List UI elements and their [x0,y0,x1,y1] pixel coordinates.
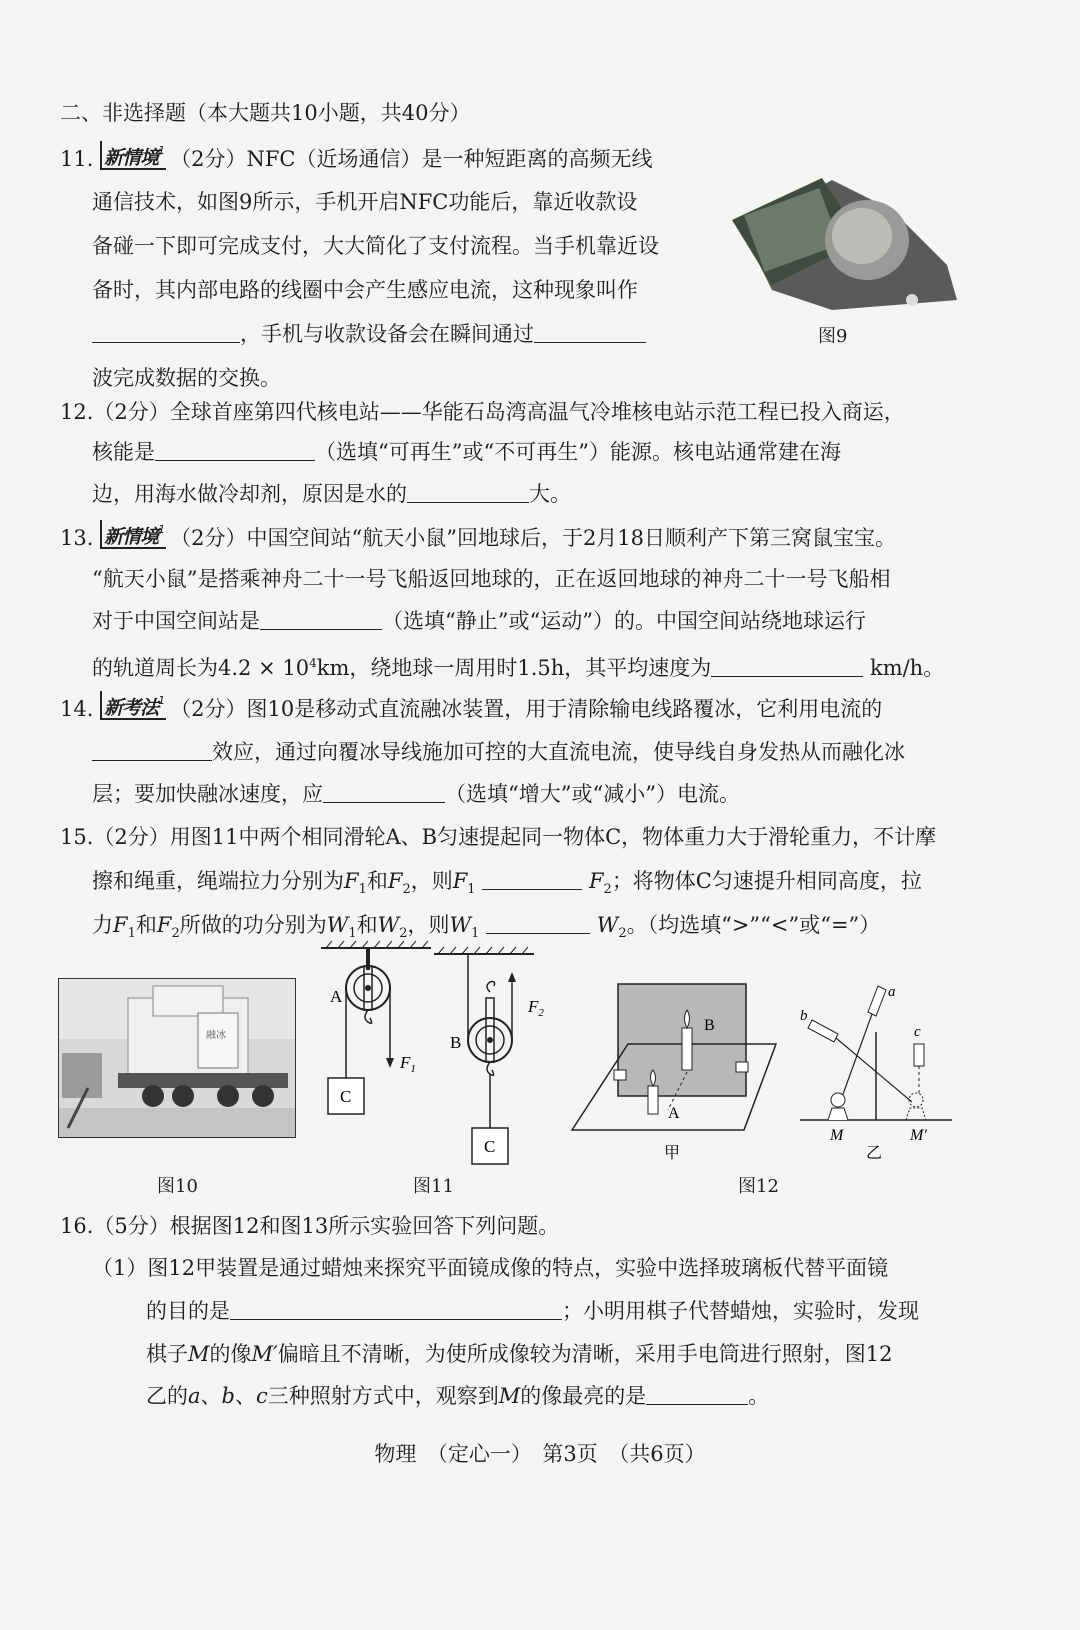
figure-12-yi-flashlight-diagram [796,982,956,1164]
question-16-line-2: （1）图12甲装置是通过蜡烛来探究平面镜成像的特点，实验中选择玻璃板代替平面镜 [92,1256,889,1280]
answer-blank[interactable] [230,1299,562,1320]
figure-10-caption: 图10 [157,1176,198,1197]
answer-blank[interactable] [92,322,240,343]
question-13-line-2: “航天小鼠”是搭乘神舟二十一号飞船返回地球的，正在返回地球的神舟二十一号飞船相 [92,567,891,591]
figure-9-nfc-photo [712,170,962,320]
figure-9-caption: 图9 [818,326,848,347]
answer-blank[interactable] [92,740,212,761]
question-15-line-2: 擦和绳重，绳端拉力分别为$F_1$和$F_2$，则$F_1$ $F_2$；将物体C匀速提升相同高度，拉 [92,869,922,897]
new-scenario-badge: 新情境$^1$ [100,520,166,549]
question-11-line-4: 备时，其内部电路的线圈中会产生感应电流，这种现象叫作 [92,278,638,302]
question-11-line-6: 波完成数据的交换。 [92,366,281,390]
flashlight-c-label: c [914,1024,921,1040]
question-14-line-3: 层；要加快融冰速度，应 （选填“增大”或“减小”）电流。 [92,782,740,806]
answer-blank[interactable] [646,1384,748,1405]
question-16-line-1: 16.（5分）根据图12和图13所示实验回答下列问题。 [60,1214,560,1238]
question-11-line-2: 通信技术，如图9所示，手机开启NFC功能后，靠近收款设 [92,190,638,214]
question-16-line-4: 棋子M的像M′偏暗且不清晰，为使所成像较为清晰，采用手电筒进行照射，图12 [146,1342,893,1366]
page-footer: 物理 （定心一） 第3页 （共6页） [374,1442,706,1466]
object-c-label: C [340,1087,352,1106]
pulley-a-label: A [330,987,343,1006]
answer-blank[interactable] [482,869,582,890]
answer-blank[interactable] [260,609,382,630]
question-14-line-2: 效应，通过向覆冰导线施加可控的大直流电流，使导线自身发热从而融化冰 [92,737,905,767]
question-12-line-2: 核能是 （选填“可再生”或“不可再生”）能源。核电站通常建在海 [92,440,841,464]
image-m-prime-label: M′ [910,1127,927,1144]
new-exam-badge: 新考法$^1$ [100,691,166,720]
question-11-line-1: 11. 新情境$^1$ （2分）NFC（近场通信）是一种短距离的高频无线 [60,143,652,173]
question-11-line-5: ，手机与收款设备会在瞬间通过 [92,319,646,349]
question-16-line-5: 乙的a、b、c三种照射方式中，观察到M的像最亮的是 。 [146,1384,770,1408]
question-15-line-1: 15.（2分）用图11中两个相同滑轮A、B匀速提起同一物体C，物体重力大于滑轮重力，不计摩 [60,825,937,849]
candle-a-label: A [668,1105,680,1122]
question-13-line-3: 对于中国空间站是 （选填“静止”或“运动”）的。中国空间站绕地球运行 [92,609,866,633]
question-16-line-3: 的目的是 ；小明用棋子代替蜡烛，实验时，发现 [146,1299,919,1323]
flashlight-b-label: b [800,1008,808,1024]
answer-blank[interactable] [407,482,529,503]
question-13-line-1: 13. 新情境$^1$ （2分）中国空间站“航天小鼠”回地球后，于2月18日顺利产下第三窝鼠宝宝。 [60,522,896,552]
question-12-line-3: 边，用海水做冷却剂，原因是水的 大。 [92,482,571,506]
figure-10-deicing-photo [58,978,296,1138]
pulley-b-label: B [450,1033,462,1052]
flashlight-a-label: a [888,984,896,1000]
question-14-line-1: 14. 新考法$^1$ （2分）图10是移动式直流融冰装置，用于清除输电线路覆冰，它利用电流的 [60,693,882,723]
answer-blank[interactable] [155,440,315,461]
figure-12-jia-mirror-setup [568,982,780,1164]
figure-11-caption: 图11 [413,1176,454,1197]
answer-blank[interactable] [534,322,646,343]
object-c-label: C [484,1137,496,1156]
figure-12-yi-label: 乙 [866,1145,883,1162]
force-f1-label: $F_1$ [400,1053,416,1075]
force-f2-label: $F_2$ [528,997,544,1019]
answer-blank[interactable] [711,656,863,677]
question-13-line-4: 的轨道周长为$4.2 \times 10^4km$，绕地球一周用时1.5h，其平均速度为 km/h。 [92,656,945,680]
answer-blank[interactable] [323,782,445,803]
section-title: 二、非选择题（本大题共10小题，共40分） [60,101,471,125]
truck-sign: 融冰 [206,1030,226,1041]
piece-m-label: M [830,1127,844,1144]
question-11-line-3: 备碰一下即可完成支付，大大简化了支付流程。当手机靠近设 [92,234,659,258]
figure-11-pulleys [316,940,566,1170]
new-scenario-badge: 新情境$^1$ [100,141,166,170]
candle-b-label: B [704,1017,715,1034]
answer-blank[interactable] [486,913,590,934]
question-12-line-1: 12.（2分）全球首座第四代核电站——华能石岛湾高温气冷堆核电站示范工程已投入商运， [60,400,905,424]
figure-12-caption: 图12 [738,1176,779,1197]
figure-12-jia-label: 甲 [664,1145,681,1162]
question-15-line-3: 力$F_1$和$F_2$所做的功分别为$W_1$和$W_2$，则$W_1$ $W_2$。（均选填“>”“<”或“=”） [92,913,881,941]
